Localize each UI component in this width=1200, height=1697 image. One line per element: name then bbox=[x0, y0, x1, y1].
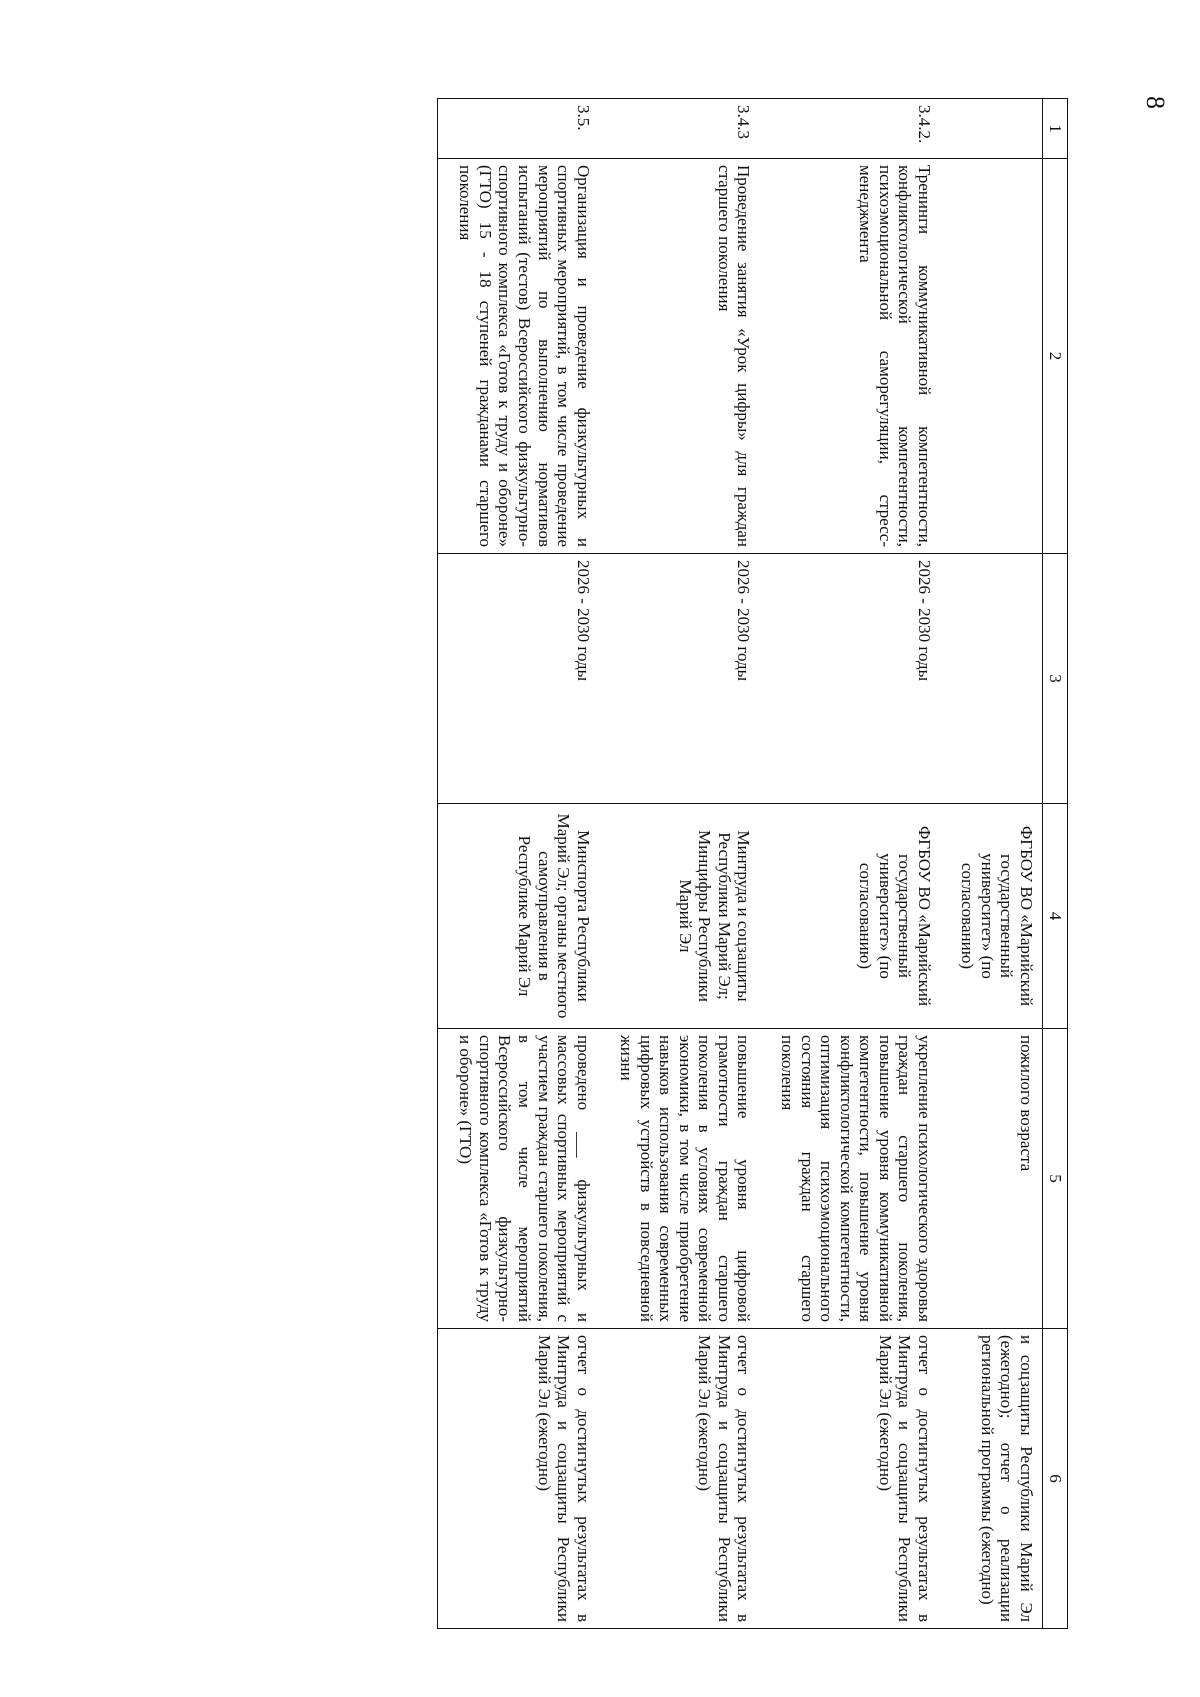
cell-period: 2026 - 2030 годы bbox=[759, 554, 939, 804]
cell-period bbox=[940, 554, 1043, 804]
cell-result: проведено ___ физкультурных и массовых спортивных мероприятий с участием граждан старшего поколения, в том числе мероприятий Всероссийского физкультурно-спортивного комплекса «Готов к труду и обороне» (ГТО) bbox=[437, 1029, 598, 1329]
cell-report: отчет о достигнутых результатах в Минтруда и соцзащиты Республики Марий Эл (ежегодно) bbox=[599, 1329, 760, 1629]
table-row bbox=[599, 99, 760, 1629]
cell-result: пожилого возраста bbox=[940, 1029, 1043, 1329]
column-header: 4 bbox=[1043, 804, 1068, 1029]
cell-number: 3.4.2. bbox=[759, 99, 939, 159]
cell-measure bbox=[940, 159, 1043, 554]
rotated-table-container bbox=[248, 98, 1068, 1628]
cell-responsible: ФГБОУ ВО «Марийский государственный университет» (по согласованию) bbox=[759, 804, 939, 1029]
cell-responsible: Минспорта Республики Марий Эл; органы местного самоуправления в Республике Марий Эл bbox=[437, 804, 598, 1029]
cell-period: 2026 - 2030 годы bbox=[437, 554, 598, 804]
table-row bbox=[940, 99, 1043, 1629]
table-row bbox=[437, 99, 598, 1629]
cell-result: укрепление психологического здоровья граждан старшего поколения, повышение уровня коммуникативной компетентности, повышение уровня конфликтологической компетентности, оптимизация психоэмоционального состояния граждан старшего поколения bbox=[759, 1029, 939, 1329]
cell-result: повышение уровня цифровой грамотности граждан старшего поколения в условиях современной экономики, в том числе приобретение навыков использования современных цифровых устройств в повседневной жизни bbox=[599, 1029, 760, 1329]
column-header: 2 bbox=[1043, 159, 1068, 554]
column-header: 6 bbox=[1043, 1329, 1068, 1629]
table-header-row bbox=[1043, 99, 1068, 1629]
column-header: 5 bbox=[1043, 1029, 1068, 1329]
cell-number: 3.4.3 bbox=[599, 99, 760, 159]
table-row bbox=[759, 99, 939, 1629]
measures-table bbox=[437, 98, 1068, 1629]
cell-period: 2026 - 2030 годы bbox=[599, 554, 760, 804]
cell-responsible: Минтруда и соцзащиты Республики Марий Эл; Минцифры Республики Марий Эл bbox=[599, 804, 760, 1029]
cell-number bbox=[940, 99, 1043, 159]
column-header: 1 bbox=[1043, 99, 1068, 159]
page-number: 8 bbox=[1141, 96, 1170, 109]
cell-measure: Тренинги коммуникативной компетентности, конфликтологической компетентности, психоэмоциональной саморегуляции, стресс-менеджмента bbox=[759, 159, 939, 554]
cell-report: отчет о достигнутых результатах в Минтруда и соцзащиты Республики Марий Эл (ежегодно) bbox=[437, 1329, 598, 1629]
cell-number: 3.5. bbox=[437, 99, 598, 159]
cell-responsible: ФГБОУ ВО «Марийский государственный университет» (по согласованию) bbox=[940, 804, 1043, 1029]
cell-report: и соцзащиты Республики Марий Эл (ежегодно); отчет о реализации региональной программы (ежегодно) bbox=[940, 1329, 1043, 1629]
column-header: 3 bbox=[1043, 554, 1068, 804]
cell-measure: Проведение занятия «Урок цифры» для граждан старшего поколения bbox=[599, 159, 760, 554]
cell-report: отчет о достигнутых результатах в Минтруда и соцзащиты Республики Марий Эл (ежегодно) bbox=[759, 1329, 939, 1629]
cell-measure: Организация и проведение физкультурных и спортивных мероприятий, в том числе проведение мероприятий по выполнению нормативов испытаний (тестов) Всероссийского физкультурно-спортивного комплекса «Готов к труду и обороне» (ГТО) 15 - 18 ступеней гражданами старшего поколения bbox=[437, 159, 598, 554]
